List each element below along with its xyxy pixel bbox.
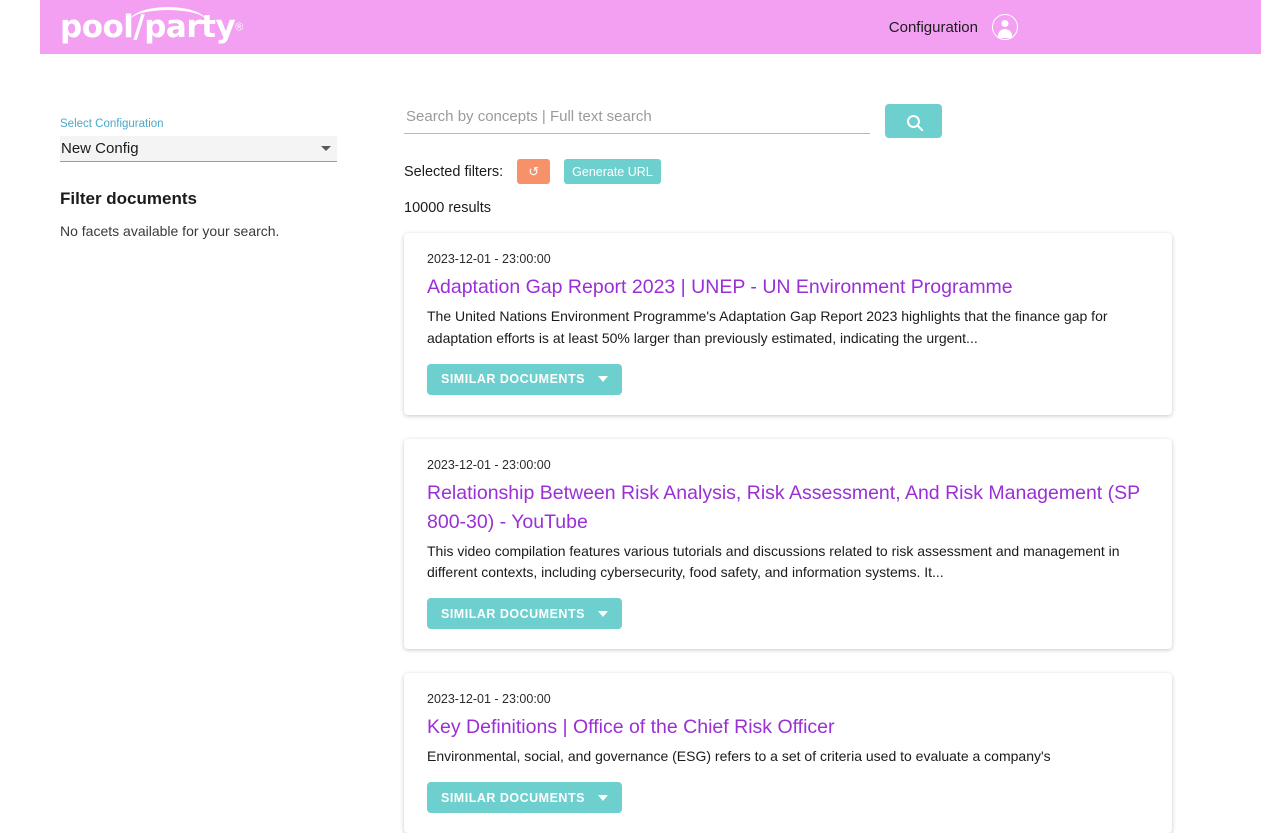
sidebar <box>60 118 340 239</box>
result-snippet: Environmental, social, and governance (ESG) refers to a set of criteria used to evaluate a company's <box>427 748 1051 765</box>
reset-filters-button[interactable]: ↺ <box>517 159 550 184</box>
filter-documents-heading: Filter documents <box>60 189 197 208</box>
chevron-down-icon <box>598 611 608 617</box>
poolparty-logo[interactable] <box>60 5 244 49</box>
selected-filters-label: Selected filters: <box>404 163 504 180</box>
result-card[interactable] <box>404 439 1172 650</box>
chevron-down-icon <box>321 146 331 151</box>
similar-documents-label: SIMILAR DOCUMENTS <box>441 790 585 805</box>
similar-documents-label: SIMILAR DOCUMENTS <box>441 372 585 387</box>
similar-documents-button[interactable] <box>427 364 622 395</box>
nav-configuration-link[interactable]: Configuration <box>888 18 978 36</box>
results-count: 10000 results <box>404 200 492 216</box>
result-card[interactable] <box>404 233 1172 415</box>
result-card[interactable] <box>404 673 1172 833</box>
search-button[interactable] <box>885 104 942 138</box>
search-row <box>404 104 1194 138</box>
page-body <box>0 54 1261 805</box>
search-input[interactable] <box>404 104 870 134</box>
result-title-link[interactable]: Key Definitions | Office of the Chief Risk Officer <box>427 716 835 739</box>
no-facets-message: No facets available for your search. <box>60 223 280 239</box>
search-icon <box>907 115 920 128</box>
similar-documents-button[interactable] <box>427 598 622 629</box>
similar-documents-label: SIMILAR DOCUMENTS <box>441 606 585 621</box>
top-navigation-bar <box>0 0 1261 54</box>
logo-text: pool/party <box>60 9 236 45</box>
topbar-right-group <box>889 0 1261 54</box>
generate-url-button[interactable]: Generate URL <box>564 159 661 184</box>
result-snippet: The United Nations Environment Programme's Adaptation Gap Report 2023 highlights that the finance gap for adaptation efforts is at least 50% larger than previously estimated, indicating the urgent... <box>427 307 1108 346</box>
result-date: 2023-12-01 - 23:00:00 <box>427 252 551 266</box>
chevron-down-icon <box>598 795 608 801</box>
user-avatar-icon[interactable] <box>992 14 1018 40</box>
results-viewport <box>404 233 1194 805</box>
result-date: 2023-12-01 - 23:00:00 <box>427 457 551 472</box>
result-title-link[interactable]: Adaptation Gap Report 2023 | UNEP - UN Environment Programme <box>427 276 1013 298</box>
similar-documents-button[interactable] <box>427 782 622 813</box>
results-list <box>404 233 1194 833</box>
result-date: 2023-12-01 - 23:00:00 <box>427 692 551 707</box>
logo-registered-mark: ® <box>235 21 244 34</box>
chevron-down-icon <box>598 376 608 382</box>
result-title-link[interactable]: Relationship Between Risk Analysis, Risk Assessment, And Risk Management (SP 800-30) - YouTube <box>427 481 1140 533</box>
result-snippet: This video compilation features various tutorials and discussions related to risk assessment and management in different contexts, including cybersecurity, food safety, and information systems. It... <box>427 542 1120 581</box>
configuration-select[interactable] <box>60 136 337 162</box>
select-configuration-label: Select Configuration <box>60 118 164 130</box>
configuration-select-value: New Config <box>61 140 139 157</box>
topbar-left-notch <box>0 0 40 54</box>
selected-filters-row <box>404 159 1194 184</box>
main-content <box>404 104 1194 805</box>
